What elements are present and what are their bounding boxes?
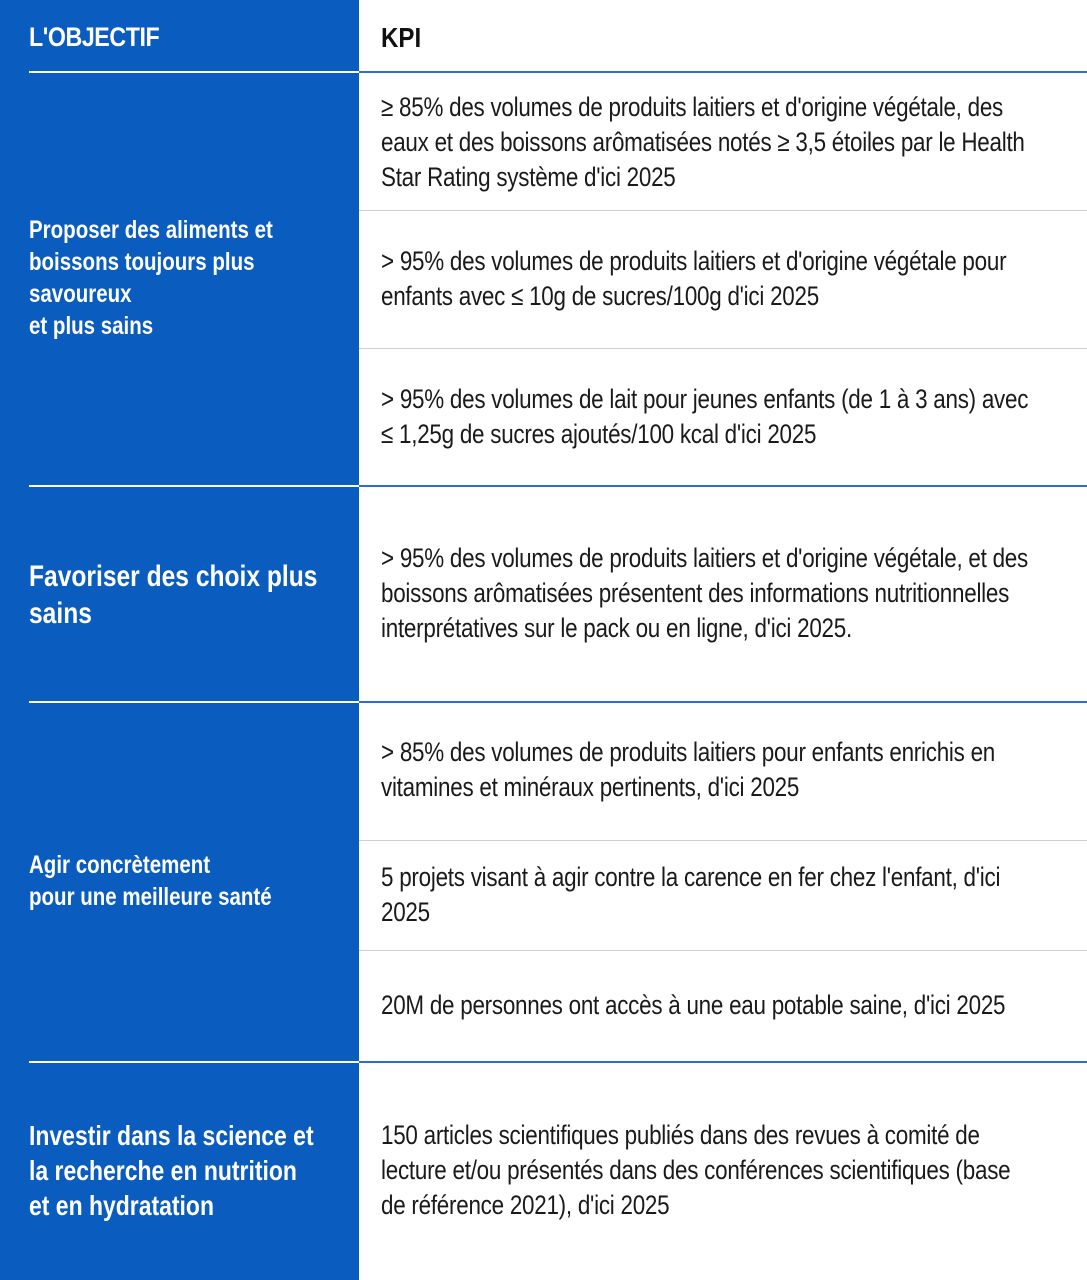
kpi-divider xyxy=(359,950,1087,951)
objective-2: Favoriser des choix plus sains xyxy=(29,560,318,630)
kpi-3-3: 20M de personnes ont accès à une eau potable saine, d'ici 2025 xyxy=(381,990,1006,1020)
row-divider-right xyxy=(359,485,1087,487)
objective-4: Investir dans la science et la recherche en nutrition et en hydratation xyxy=(29,1120,314,1221)
kpi-1-2: > 95% des volumes de produits laitiers et d'origine végétale pour enfants avec ≤ 10g de sucres/100g d'ici 2025 xyxy=(381,246,1007,311)
kpi-divider xyxy=(359,348,1087,349)
row-divider-left xyxy=(29,701,359,703)
kpi-1-1: ≥ 85% des volumes de produits laitiers et d'origine végétale, des eaux et des boissons arômatisées notés ≥ 3,5 étoiles par le Health Star Rating système d'ici 2025 xyxy=(381,92,1025,192)
kpi-1-3: > 95% des volumes de lait pour jeunes enfants (de 1 à 3 ans) avec ≤ 1,25g de sucres ajoutés/100 kcal d'ici 2025 xyxy=(381,384,1029,449)
objective-column-header: L'OBJECTIF xyxy=(29,22,160,52)
row-divider-right xyxy=(359,1061,1087,1063)
objective-column-background xyxy=(0,0,359,1280)
row-divider-left xyxy=(29,1061,359,1063)
kpi-3-2: 5 projets visant à agir contre la carence en fer chez l'enfant, d'ici 2025 xyxy=(381,862,1001,927)
kpi-2-1: > 95% des volumes de produits laitiers et d'origine végétale, et des boissons arômatisées présentent des informations nutritionnelles interprétatives sur le pack ou en ligne, d'ici 2025. xyxy=(381,543,1028,643)
kpi-4-1: 150 articles scientifiques publiés dans des revues à comité de lecture et/ou présentés dans des conférences scientifiques (base de référence 2021), d'ici 2025 xyxy=(381,1120,1011,1220)
header-divider-right xyxy=(359,71,1087,73)
kpi-column-header: KPI xyxy=(381,22,422,53)
objective-1: Proposer des aliments et boissons toujours plus savoureux et plus sains xyxy=(29,216,273,340)
kpi-divider xyxy=(359,210,1087,211)
kpi-divider xyxy=(359,840,1087,841)
row-divider-right xyxy=(359,701,1087,703)
header-divider-left xyxy=(29,71,359,73)
objective-3: Agir concrètement pour une meilleure santé xyxy=(29,851,272,911)
row-divider-left xyxy=(29,485,359,487)
kpi-3-1: > 85% des volumes de produits laitiers pour enfants enrichis en vitamines et minéraux pertinents, d'ici 2025 xyxy=(381,737,996,802)
